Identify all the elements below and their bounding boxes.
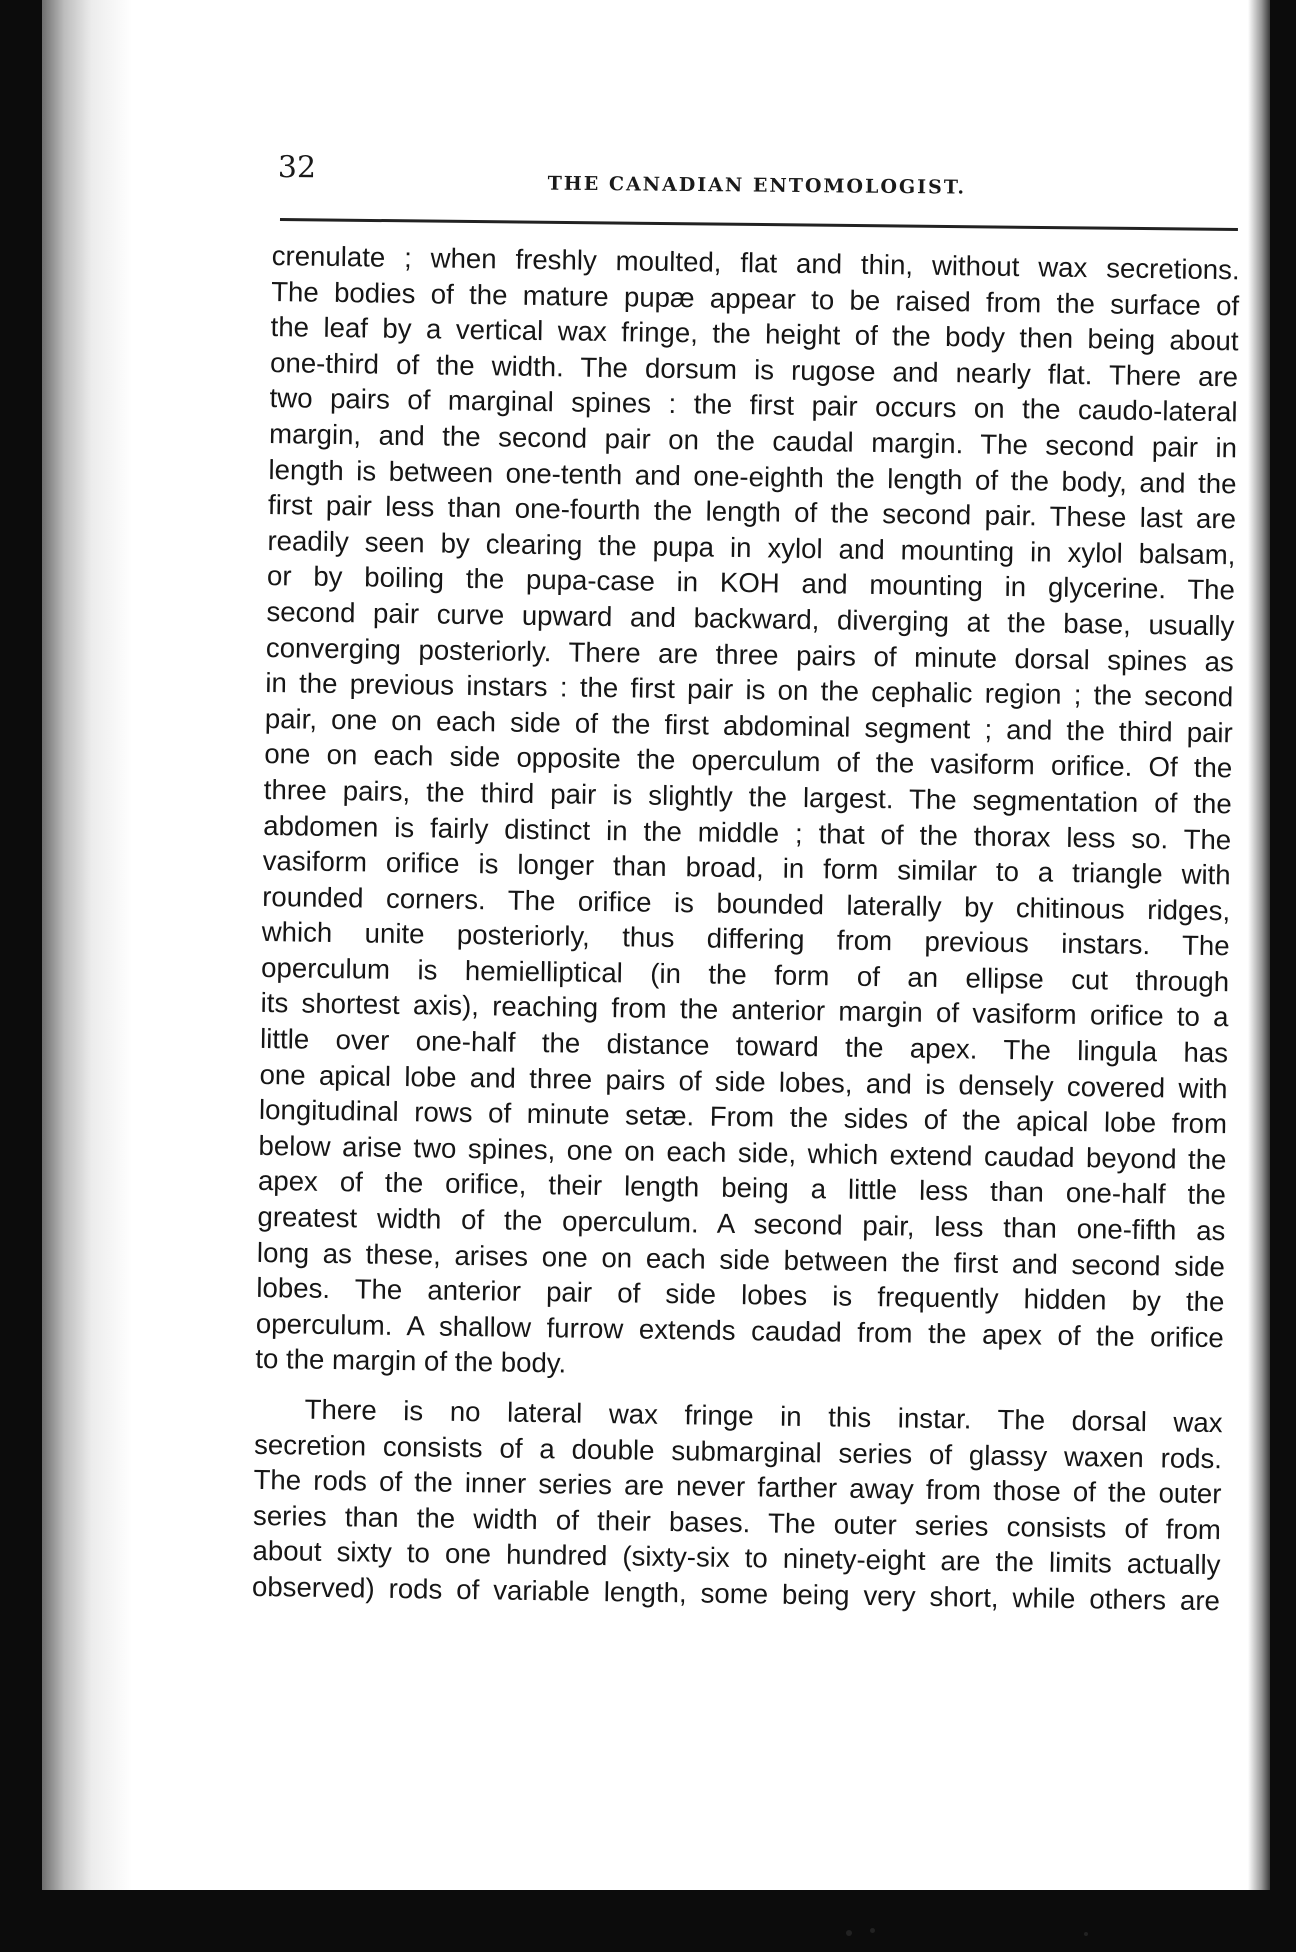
text-line: about sixty to one hundred (sixty-six to ninety-eight are the limits actually <box>252 1535 1221 1581</box>
text-line: three pairs, the third pair is slightly the largest. The segmentation of the <box>263 773 1232 820</box>
scan-speck <box>846 1930 852 1936</box>
text-line: pair, one on each side of the first abdominal segment ; and the third pair <box>264 702 1233 749</box>
text-line: below arise two spines, one on each side, which extend caudad beyond the <box>258 1129 1227 1176</box>
page-edge-shadow <box>1248 0 1270 1890</box>
text-line: The rods of the inner series are never farther away from those of the outer <box>253 1464 1222 1510</box>
text-line: long as these, arises one on each side between the first and second side <box>256 1236 1226 1282</box>
text-line: its shortest axis), reaching from the anterior margin of vasiform orifice to a <box>260 987 1229 1033</box>
binding-gutter-shadow <box>42 0 132 1890</box>
text-line: converging posteriorly. There are three pairs of minute dorsal spines as <box>265 631 1235 677</box>
text-line: series than the width of their bases. The outer series consists of from <box>252 1499 1222 1545</box>
text-line: first pair less than one-fourth the length of the second pair. These last are <box>267 489 1237 535</box>
text-line: crenulate ; when freshly moulted, flat and thin, without wax secretions. <box>271 239 1240 286</box>
text-line: readily seen by clearing the pupa in xylol and mounting in xylol balsam, <box>267 524 1236 571</box>
text-line: one-third of the width. The dorsum is rugose and nearly flat. There are <box>269 346 1239 393</box>
text-line: apex of the orifice, their length being a little less than one-half the <box>257 1165 1227 1211</box>
text-line: second pair curve upward and backward, diverging at the base, usually <box>266 595 1235 642</box>
text-line: little over one-half the distance toward the apex. The lingula has <box>259 1022 1229 1069</box>
text-line: two pairs of marginal spines : the first pair occurs on the caudo-lateral <box>269 382 1238 428</box>
scan-speck <box>1084 1932 1088 1936</box>
text-line: observed) rods of variable length, some being very short, while others are <box>251 1570 1221 1617</box>
scan-speck <box>870 1928 875 1933</box>
book-page <box>42 0 1270 1890</box>
text-line: vasiform orifice is longer than broad, in form similar to a triangle with <box>262 845 1231 891</box>
text-line: The bodies of the mature pupæ appear to be raised from the surface of <box>270 275 1240 321</box>
text-line: which unite posteriorly, thus differing from previous instars. The <box>261 916 1230 962</box>
header-rule <box>280 218 1238 231</box>
text-line: margin, and the second pair on the caudal margin. The second pair in <box>268 417 1238 464</box>
page-header <box>277 150 1238 219</box>
text-line: greatest width of the operculum. A second pair, less than one-fifth as <box>257 1200 1226 1247</box>
text-line: secretion consists of a double submarginal series of glassy waxen rods. <box>253 1428 1223 1474</box>
text-line: to the margin of the body. <box>255 1343 567 1379</box>
text-line: the leaf by a vertical wax fringe, the height of the body then being about <box>270 311 1239 357</box>
text-line: lobes. The anterior pair of side lobes is frequently hidden by the <box>256 1272 1225 1318</box>
text-line: one apical lobe and three pairs of side lobes, and is densely covered with <box>259 1058 1228 1104</box>
body-text <box>252 238 1240 1619</box>
paragraph <box>252 1391 1223 1619</box>
text-line: operculum. A shallow furrow extends caudad from the apex of the orifice <box>255 1307 1225 1354</box>
text-line: in the previous instars : the first pair is on the cephalic region ; the second <box>265 667 1234 713</box>
text-line: one on each side opposite the operculum of the vasiform orifice. Of the <box>264 738 1233 784</box>
text-line: There is no lateral wax fringe in this instar. The dorsal wax <box>304 1393 1223 1439</box>
text-line: operculum is hemielliptical (in the form of an ellipse cut through <box>260 951 1230 998</box>
running-title: THE CANADIAN ENTOMOLOGIST. <box>547 172 967 199</box>
text-line: abdomen is fairly distinct in the middle ; that of the thorax less so. The <box>263 809 1232 855</box>
text-line: rounded corners. The orifice is bounded laterally by chitinous ridges, <box>262 880 1231 926</box>
text-line: or by boiling the pupa-case in KOH and mounting in glycerine. The <box>266 560 1236 606</box>
text-line: length is between one-tenth and one-eighth the length of the body, and the <box>268 453 1237 499</box>
paragraph <box>255 238 1240 1391</box>
page-number: 32 <box>277 150 317 186</box>
text-line: longitudinal rows of minute setæ. From the sides of the apical lobe from <box>258 1094 1228 1140</box>
